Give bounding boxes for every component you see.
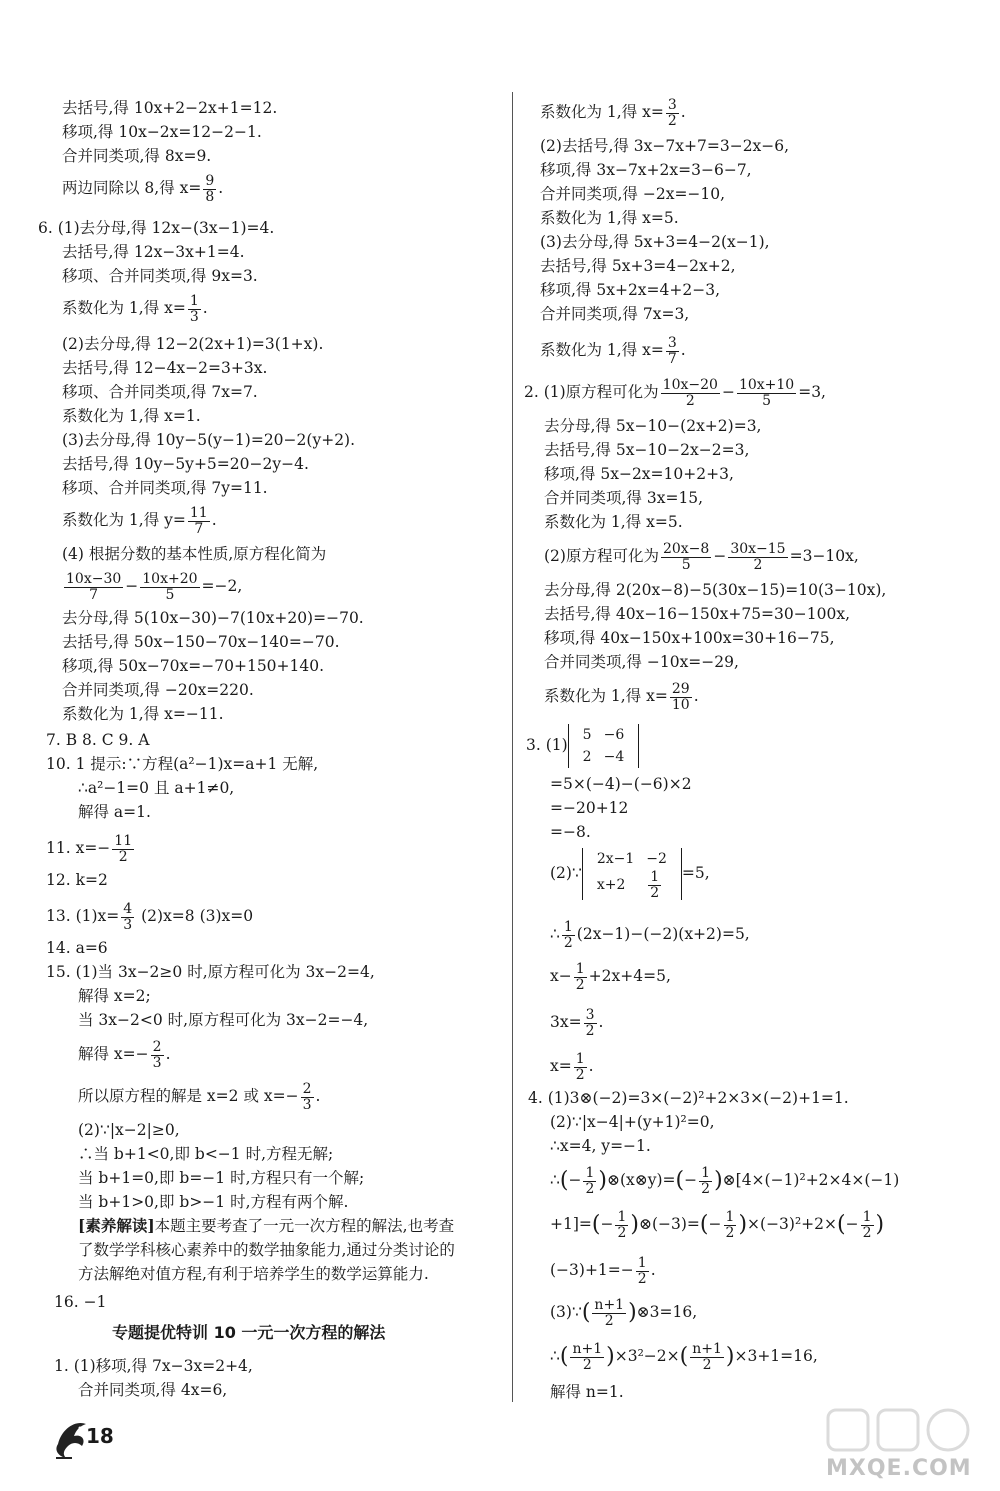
text-line: =5×(−4)−(−6)×2 (550, 775, 692, 793)
watermark-text: MXQE.COM (826, 1456, 972, 1481)
text-line: 去分母,得 5(10x−30)−7(10x+20)=−70. (62, 609, 364, 627)
text-line: 去括号,得 10x+2−2x+1=12. (62, 99, 278, 117)
text-line: 去括号,得 12−4x−2=3+3x. (62, 359, 268, 377)
text-line: x− $\frac{1}{2}$ +2x+4=5, (550, 961, 671, 993)
text-line: (2)∵|x−2|≥0, (78, 1121, 180, 1139)
text-line: 解得 x=− $\frac{2}{3}$ . (78, 1039, 171, 1071)
text-line: 解得 n=1. (550, 1383, 624, 1401)
text-line: 移项、合并同类项,得 7x=7. (62, 383, 258, 401)
text-line: 4. (1)3⊗(−2)=3×(−2)²+2×3×(−2)+1=1. (528, 1089, 849, 1107)
text-line: [素养解读]本题主要考查了一元一次方程的解法,也考查 (78, 1216, 455, 1235)
text-line: 移项,得 5x+2x=4+2−3, (540, 281, 721, 299)
text-line: 15. (1)当 3x−2≥0 时,原方程可化为 3x−2=4, (46, 963, 375, 981)
text-line: 去分母,得 5x−10−(2x+2)=3, (544, 417, 762, 435)
text-line: 去括号,得 5x−10−2x−2=3, (544, 441, 750, 459)
text-line: 去括号,得 50x−150−70x−140=−70. (62, 633, 340, 651)
text-line: 2. (1)原方程可化为 $\frac{10x-20}{2}$ − $\frac{10x+10}{5}$ =3, (524, 377, 826, 409)
text-line: ∴(− $\frac{1}{2}$ )⊗(x⊗y)=(− $\frac{1}{2}$ )⊗[4×(−1)²+2×4×(−1) (550, 1165, 900, 1197)
text-line: 移项,得 5x−2x=10+2+3, (544, 465, 734, 483)
text-line: 系数化为 1,得 x=5. (544, 513, 683, 531)
text-line: 移项,得 3x−7x+2x=3−6−7, (540, 161, 752, 179)
text-line: 3x= $\frac{3}{2}$ . (550, 1007, 604, 1039)
page-number: 18 (86, 1424, 114, 1448)
text-line: 合并同类项,得 −2x=−10, (540, 185, 726, 203)
text-line: 移项,得 40x−150x+100x=30+16−75, (544, 629, 835, 647)
section-title: 专题提优特训 10 一元一次方程的解法 (112, 1323, 386, 1342)
text-line: 方法解绝对值方程,有利于培养学生的数学运算能力. (78, 1265, 429, 1283)
text-line: ∴a²−1=0 且 a+1≠0, (78, 779, 235, 797)
text-line: 6. (1)去分母,得 12x−(3x−1)=4. (38, 219, 275, 237)
text-line: 所以原方程的解是 x=2 或 x=− $\frac{2}{3}$ . (78, 1081, 321, 1113)
text-line: 3. (1) 5 −6 2 −4 (526, 724, 639, 768)
text-line: 系数化为 1,得 x= $\frac{3}{7}$ . (540, 335, 686, 367)
text-line: 移项、合并同类项,得 7y=11. (62, 479, 268, 497)
text-line: 系数化为 1,得 x= $\frac{3}{2}$ . (540, 97, 686, 129)
text-line: 系数化为 1,得 y= $\frac{11}{7}$ . (62, 505, 217, 537)
text-line: 解得 x=2; (78, 987, 151, 1005)
text-line: (−3)+1=− $\frac{1}{2}$ . (550, 1255, 656, 1287)
text-line: $\frac{10x-30}{7}$ − $\frac{10x+20}{5}$ =−2, (66, 571, 243, 603)
text-line: x= $\frac{1}{2}$ . (550, 1051, 594, 1083)
text-line: ∴ $\frac{1}{2}$ (2x−1)−(−2)(x+2)=5, (550, 919, 750, 951)
text-line: 去分母,得 2(20x−8)−5(30x−15)=10(3−10x), (544, 581, 887, 599)
text-line: (3)∵( $\frac{n+1}{2}$ )⊗3=16, (550, 1297, 698, 1329)
text-line: 当 b+1>0,即 b>−1 时,方程有两个解. (78, 1193, 349, 1211)
text-line: 合并同类项,得 −10x=−29, (544, 653, 739, 671)
text-line: 去括号,得 12x−3x+1=4. (62, 243, 245, 261)
text-line: 移项、合并同类项,得 9x=3. (62, 267, 258, 285)
text-line: 系数化为 1,得 x= $\frac{29}{10}$ . (544, 681, 699, 713)
text-line: 合并同类项,得 4x=6, (78, 1381, 228, 1399)
text-line: 当 3x−2<0 时,原方程可化为 3x−2=−4, (78, 1011, 369, 1029)
text-line: 14. a=6 (46, 939, 108, 957)
text-line: 1. (1)移项,得 7x−3x=2+4, (54, 1357, 253, 1375)
text-line: 两边同除以 8,得 x= $\frac{9}{8}$ . (62, 173, 224, 205)
text-line: (2)去分母,得 12−2(2x+1)=3(1+x). (62, 335, 324, 353)
text-line: (4) 根据分数的基本性质,原方程化简为 (62, 545, 327, 563)
text-line: 系数化为 1,得 x= $\frac{1}{3}$ . (62, 293, 208, 325)
text-line: 系数化为 1,得 x=−11. (62, 705, 224, 723)
text-line: (2)原方程可化为 $\frac{20x-8}{5}$ − $\frac{30x-15}{2}$ =3−10x, (544, 541, 859, 573)
text-line: (2)去括号,得 3x−7x+7=3−2x−6, (540, 137, 790, 155)
determinant: 2x−1 −2 x+2 $\frac{1}{2}$ (582, 848, 682, 900)
text-line: 合并同类项,得 7x=3, (540, 305, 690, 323)
text-line: (2)∵|x−4|+(y+1)²=0, (550, 1113, 715, 1131)
text-line: 当 b+1=0,即 b=−1 时,方程只有一个解; (78, 1169, 365, 1187)
text-line: (3)去分母,得 5x+3=4−2(x−1), (540, 233, 770, 251)
text-line: =−20+12 (550, 799, 629, 817)
text-line: (3)去分母,得 10y−5(y−1)=20−2(y+2). (62, 431, 356, 449)
text-line: =−8. (550, 823, 591, 841)
text-line: 11. x=− $\frac{11}{2}$ (46, 833, 133, 865)
column-divider (512, 92, 513, 1402)
determinant: 5 −6 2 −4 (568, 724, 640, 768)
text-line: 解得 a=1. (78, 803, 151, 821)
text-line: 系数化为 1,得 x=5. (540, 209, 679, 227)
text-line: ∴x=4, y=−1. (550, 1137, 651, 1155)
text-line: 10. 1 提示:∵方程(a²−1)x=a+1 无解, (46, 755, 319, 773)
text-line: 系数化为 1,得 x=1. (62, 407, 201, 425)
text-line: ∴( $\frac{n+1}{2}$ )×3²−2×( $\frac{n+1}{2}$ )×3+1=16, (550, 1341, 818, 1373)
watermark-logo-icon (826, 1404, 976, 1454)
text-line: ∴当 b+1<0,即 b<−1 时,方程无解; (78, 1145, 334, 1163)
text-line: 去括号,得 10y−5y+5=20−2y−4. (62, 455, 309, 473)
text-line: 7. B 8. C 9. A (46, 731, 150, 749)
text-line: 合并同类项,得 −20x=220. (62, 681, 254, 699)
text-line: (2)∵ 2x−1 −2 x+2 $\frac{1}{2}$ =5, (550, 848, 710, 900)
text-line: 了数学学科核心素养中的数学抽象能力,通过分类讨论的 (78, 1241, 455, 1259)
text-line: +1]=(− $\frac{1}{2}$ )⊗(−3)=(− $\frac{1}{2}$ )×(−3)²+2×(− $\frac{1}{2}$ ) (550, 1209, 885, 1241)
text-line: 去括号,得 5x+3=4−2x+2, (540, 257, 736, 275)
text-line: 移项,得 10x−2x=12−2−1. (62, 123, 262, 141)
text-line: 13. (1)x= $\frac{4}{3}$ (2)x=8 (3)x=0 (46, 901, 254, 933)
text-line: 16. −1 (54, 1293, 107, 1311)
text-line: 去括号,得 40x−16−150x+75=30−100x, (544, 605, 851, 623)
text-line: 合并同类项,得 8x=9. (62, 147, 212, 165)
text-line: 移项,得 50x−70x=−70+150+140. (62, 657, 325, 675)
text-line: 12. k=2 (46, 871, 108, 889)
text-line: 合并同类项,得 3x=15, (544, 489, 704, 507)
